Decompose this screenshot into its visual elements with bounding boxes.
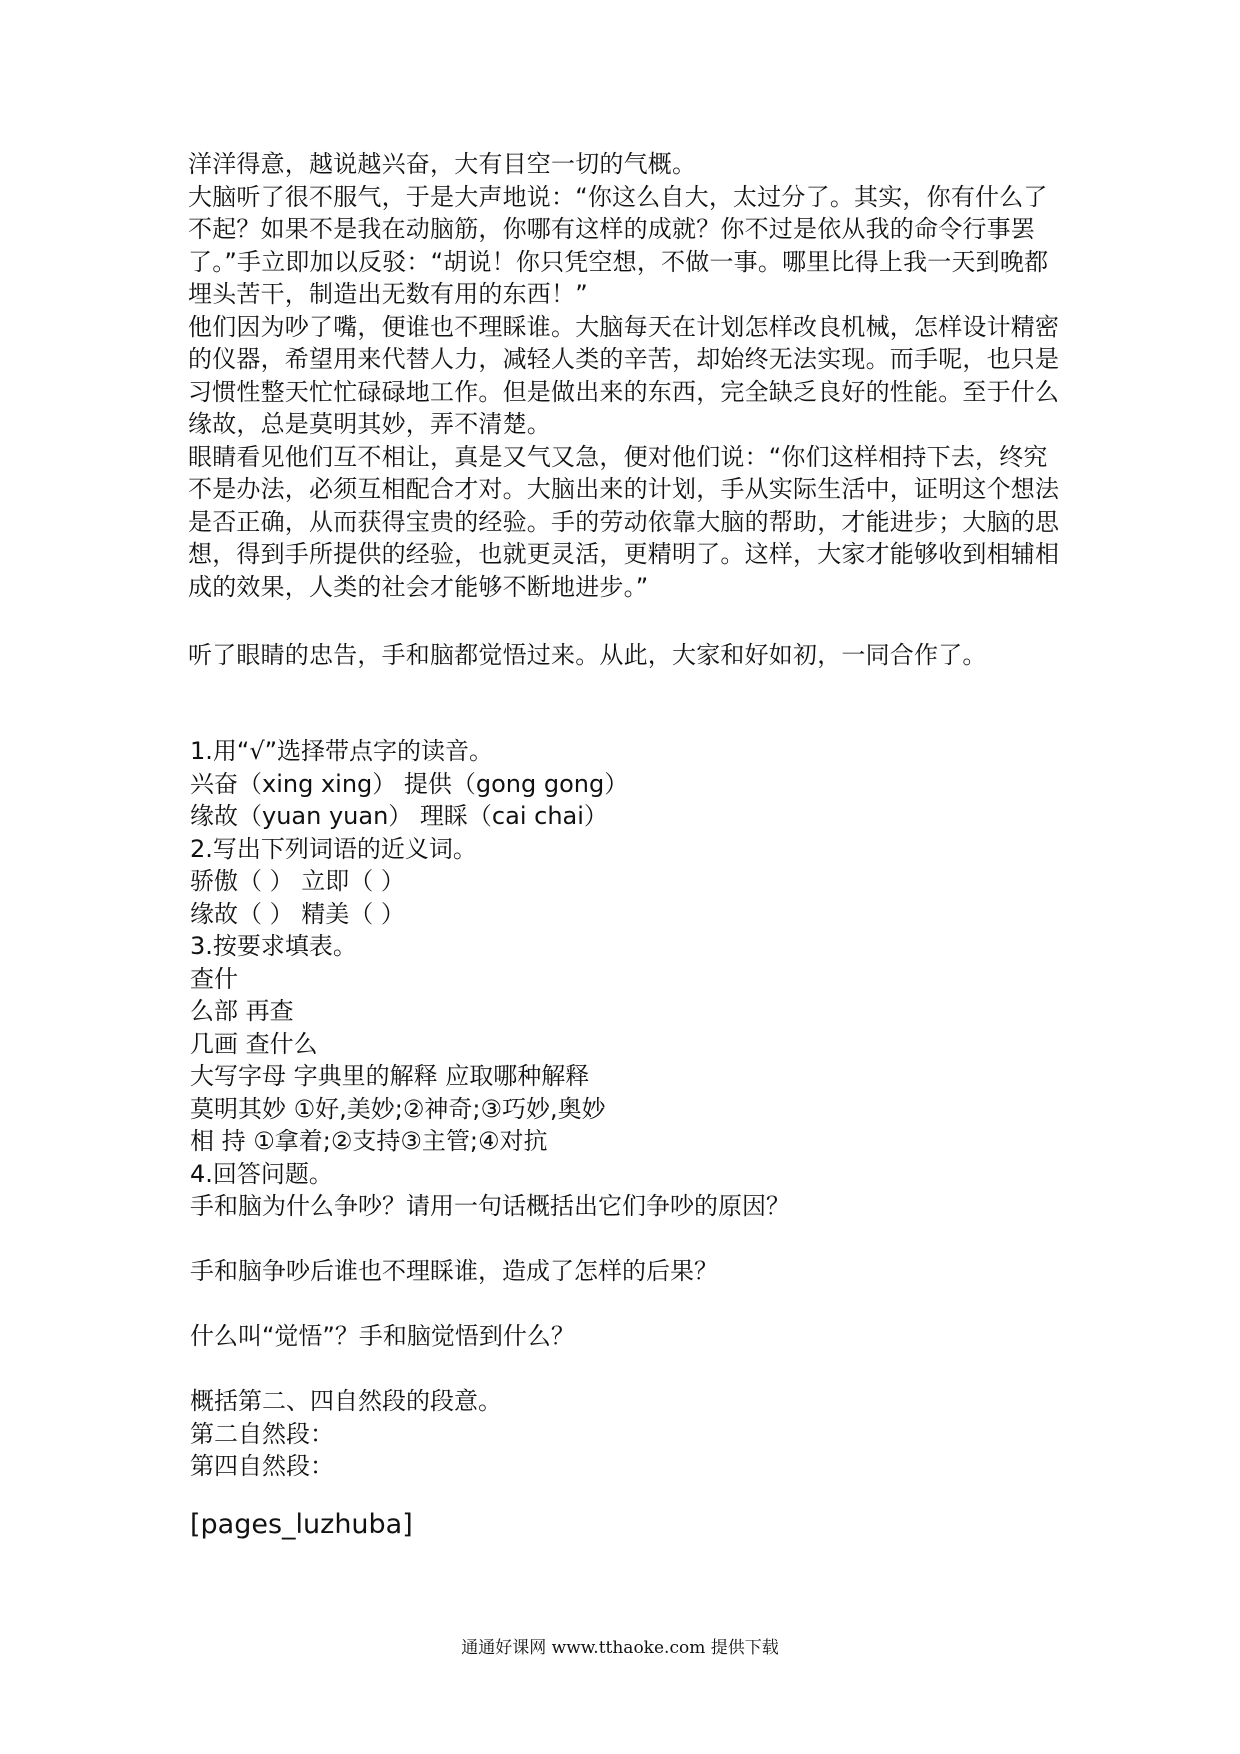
question-4-part-f: 第四自然段： bbox=[190, 1452, 334, 1480]
question-3-line-1: 查什 bbox=[190, 964, 238, 993]
question-4-part-d: 概括第二、四自然段的段意。 bbox=[190, 1387, 502, 1415]
answer-space bbox=[190, 1223, 1070, 1256]
passage-paragraph-1: 洋洋得意，越说越兴奋，大有目空一切的气概。 bbox=[188, 150, 697, 178]
question-4-part-a: 手和脑为什么争吵？请用一句话概括出它们争吵的原因？ bbox=[190, 1192, 790, 1220]
paragraph-gap bbox=[188, 603, 1068, 639]
answer-space bbox=[190, 1353, 1070, 1386]
passage-paragraph-2: 大脑听了很不服气，于是大声地说：“你这么自大，太过分了。其实，你有什么了不起？如果不是我在动脑筋，你哪有这样的成就？你不过是依从我的命令行事罢了。”手立即加以反驳：“胡说！你只凭空想，不做一事。哪里比得上我一天到晚都埋头苦干，制造出无数有用的东西！” bbox=[188, 182, 1049, 308]
question-4-part-b: 手和脑争吵后谁也不理睬谁，造成了怎样的后果？ bbox=[190, 1257, 718, 1285]
question-3-line-2: 么部 再查 bbox=[190, 997, 294, 1025]
passage-paragraph-4: 眼睛看见他们互不相让，真是又气又急，便对他们说：“你们这样相持下去，终究不是办法，必须互相配合才对。大脑出来的计划，手从实际生活中，证明这个想法是否正确，从而获得宝贵的经验。手的劳动依靠大脑的帮助，才能进步；大脑的思想，得到手所提供的经验，也就更灵活，更精明了。这样，大家才能够收到相辅相成的效果，人类的社会才能够不断地进步。” bbox=[188, 442, 1060, 601]
question-2-line-2: 缘故（ ） 精美（ ） bbox=[190, 899, 405, 928]
question-3-line-6: 相 持 ①拿着;②支持③主管;④对抗 bbox=[190, 1127, 548, 1155]
template-placeholder: [pages_luzhuba] bbox=[190, 1509, 413, 1540]
answer-space bbox=[190, 1288, 1070, 1321]
question-3-line-3: 几画 查什么 bbox=[190, 1029, 318, 1058]
question-2-line-1: 骄傲（ ） 立即（ ） bbox=[190, 867, 405, 895]
passage-paragraph-3: 他们因为吵了嘴，便谁也不理睬谁。大脑每天在计划怎样改良机械，怎样设计精密的仪器，希望用来代替人力，减轻人类的辛苦，却始终无法实现。而手呢，也只是习惯性整天忙忙碌碌地工作。但是做出来的东西，完全缺乏良好的性能。至于什么缘故，总是莫明其妙，弄不清楚。 bbox=[188, 312, 1060, 438]
reading-passage bbox=[188, 148, 1068, 672]
question-3-line-5: 莫明其妙 ①好,美妙;②神奇;③巧妙,奥妙 bbox=[190, 1094, 606, 1123]
question-3-title: 3.按要求填表。 bbox=[190, 932, 357, 960]
question-1-line-1: 兴奋（xing xing） 提供（gong gong） bbox=[190, 769, 629, 798]
passage-paragraph-5: 听了眼睛的忠告，手和脑都觉悟过来。从此，大家和好如初，一同合作了。 bbox=[188, 641, 987, 669]
page-footer: 通通好课网 www.tthaoke.com 提供下载 bbox=[461, 1638, 779, 1658]
question-4-title: 4.回答问题。 bbox=[190, 1159, 333, 1188]
exercise-questions bbox=[190, 735, 1070, 1483]
question-1-title: 1.用“√”选择带点字的读音。 bbox=[190, 737, 494, 765]
question-2-title: 2.写出下列词语的近义词。 bbox=[190, 834, 477, 863]
question-3-line-4: 大写字母 字典里的解释 应取哪种解释 bbox=[190, 1062, 590, 1090]
question-1-line-2: 缘故（yuan yuan） 理睬（cai chai） bbox=[190, 802, 608, 830]
question-4-part-c: 什么叫“觉悟”？手和脑觉悟到什么？ bbox=[190, 1322, 575, 1350]
question-4-part-e: 第二自然段： bbox=[190, 1419, 334, 1448]
